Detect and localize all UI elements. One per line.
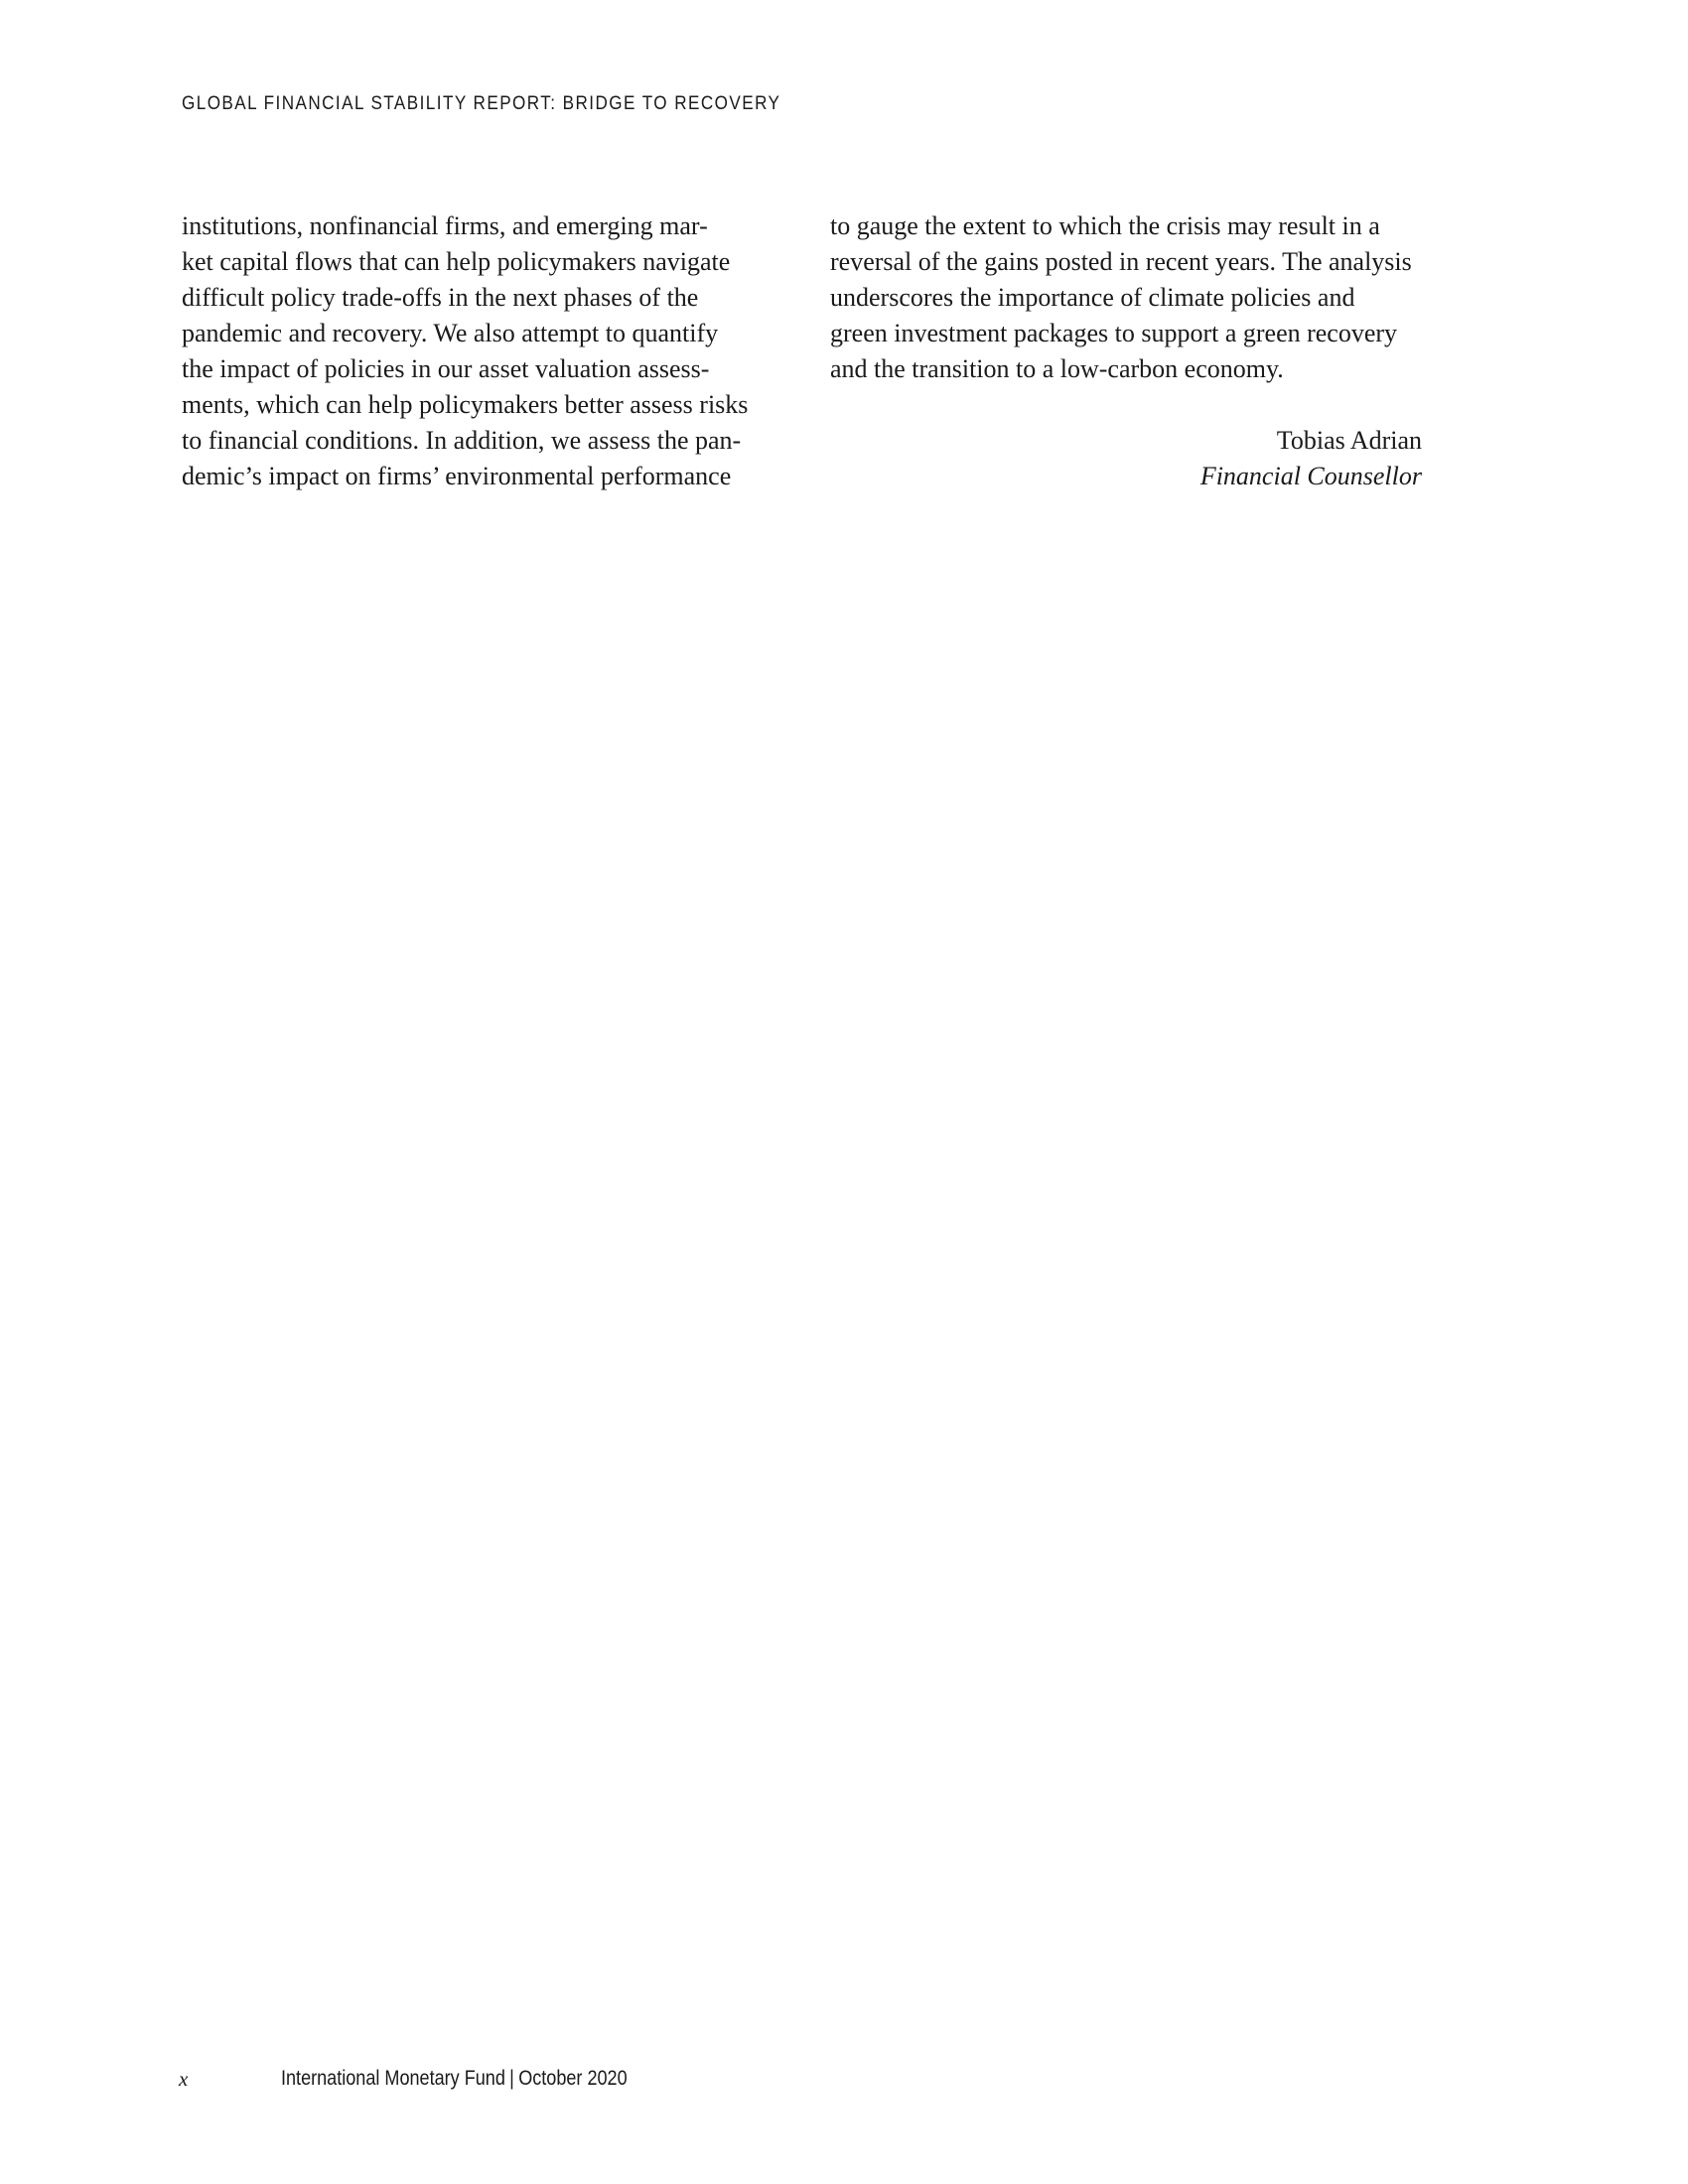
signatory-title: Financial Counsellor: [1199, 462, 1422, 490]
page-number: x: [179, 2067, 189, 2091]
text-line: green investment packages to support a green recovery: [830, 319, 1398, 347]
text-line: the impact of policies in our asset valuation assess-: [182, 354, 710, 383]
footer-publisher: [281, 2067, 628, 2091]
running-header: GLOBAL FINANCIAL STABILITY REPORT: BRIDGE TO RECOVERY: [182, 93, 781, 114]
right-text-column: [830, 208, 1436, 387]
organization-name: International Monetary Fund: [281, 2067, 505, 2090]
footer-separator: |: [509, 2067, 514, 2090]
text-line: institutions, nonfinancial firms, and emerging mar-: [182, 211, 708, 240]
text-line: ket capital flows that can help policymakers navigate: [182, 247, 731, 276]
text-line: to gauge the extent to which the crisis may result in a: [830, 211, 1380, 240]
text-line: ments, which can help policymakers better assess risks: [182, 390, 749, 419]
text-line: reversal of the gains posted in recent years. The analysis: [830, 247, 1412, 276]
text-line: to financial conditions. In addition, we assess the pan-: [182, 426, 742, 455]
left-text-column: [182, 208, 777, 494]
text-line: difficult policy trade-offs in the next phases of the: [182, 283, 699, 312]
text-line: demic’s impact on firms’ environmental performance: [182, 462, 732, 490]
text-line: underscores the importance of climate policies and: [830, 283, 1355, 312]
text-line: and the transition to a low-carbon economy.: [830, 354, 1284, 383]
signatory-name: Tobias Adrian: [1276, 426, 1422, 455]
signature-block: [1200, 423, 1422, 494]
text-line: pandemic and recovery. We also attempt to quantify: [182, 319, 719, 347]
publication-date: October 2020: [518, 2067, 628, 2090]
